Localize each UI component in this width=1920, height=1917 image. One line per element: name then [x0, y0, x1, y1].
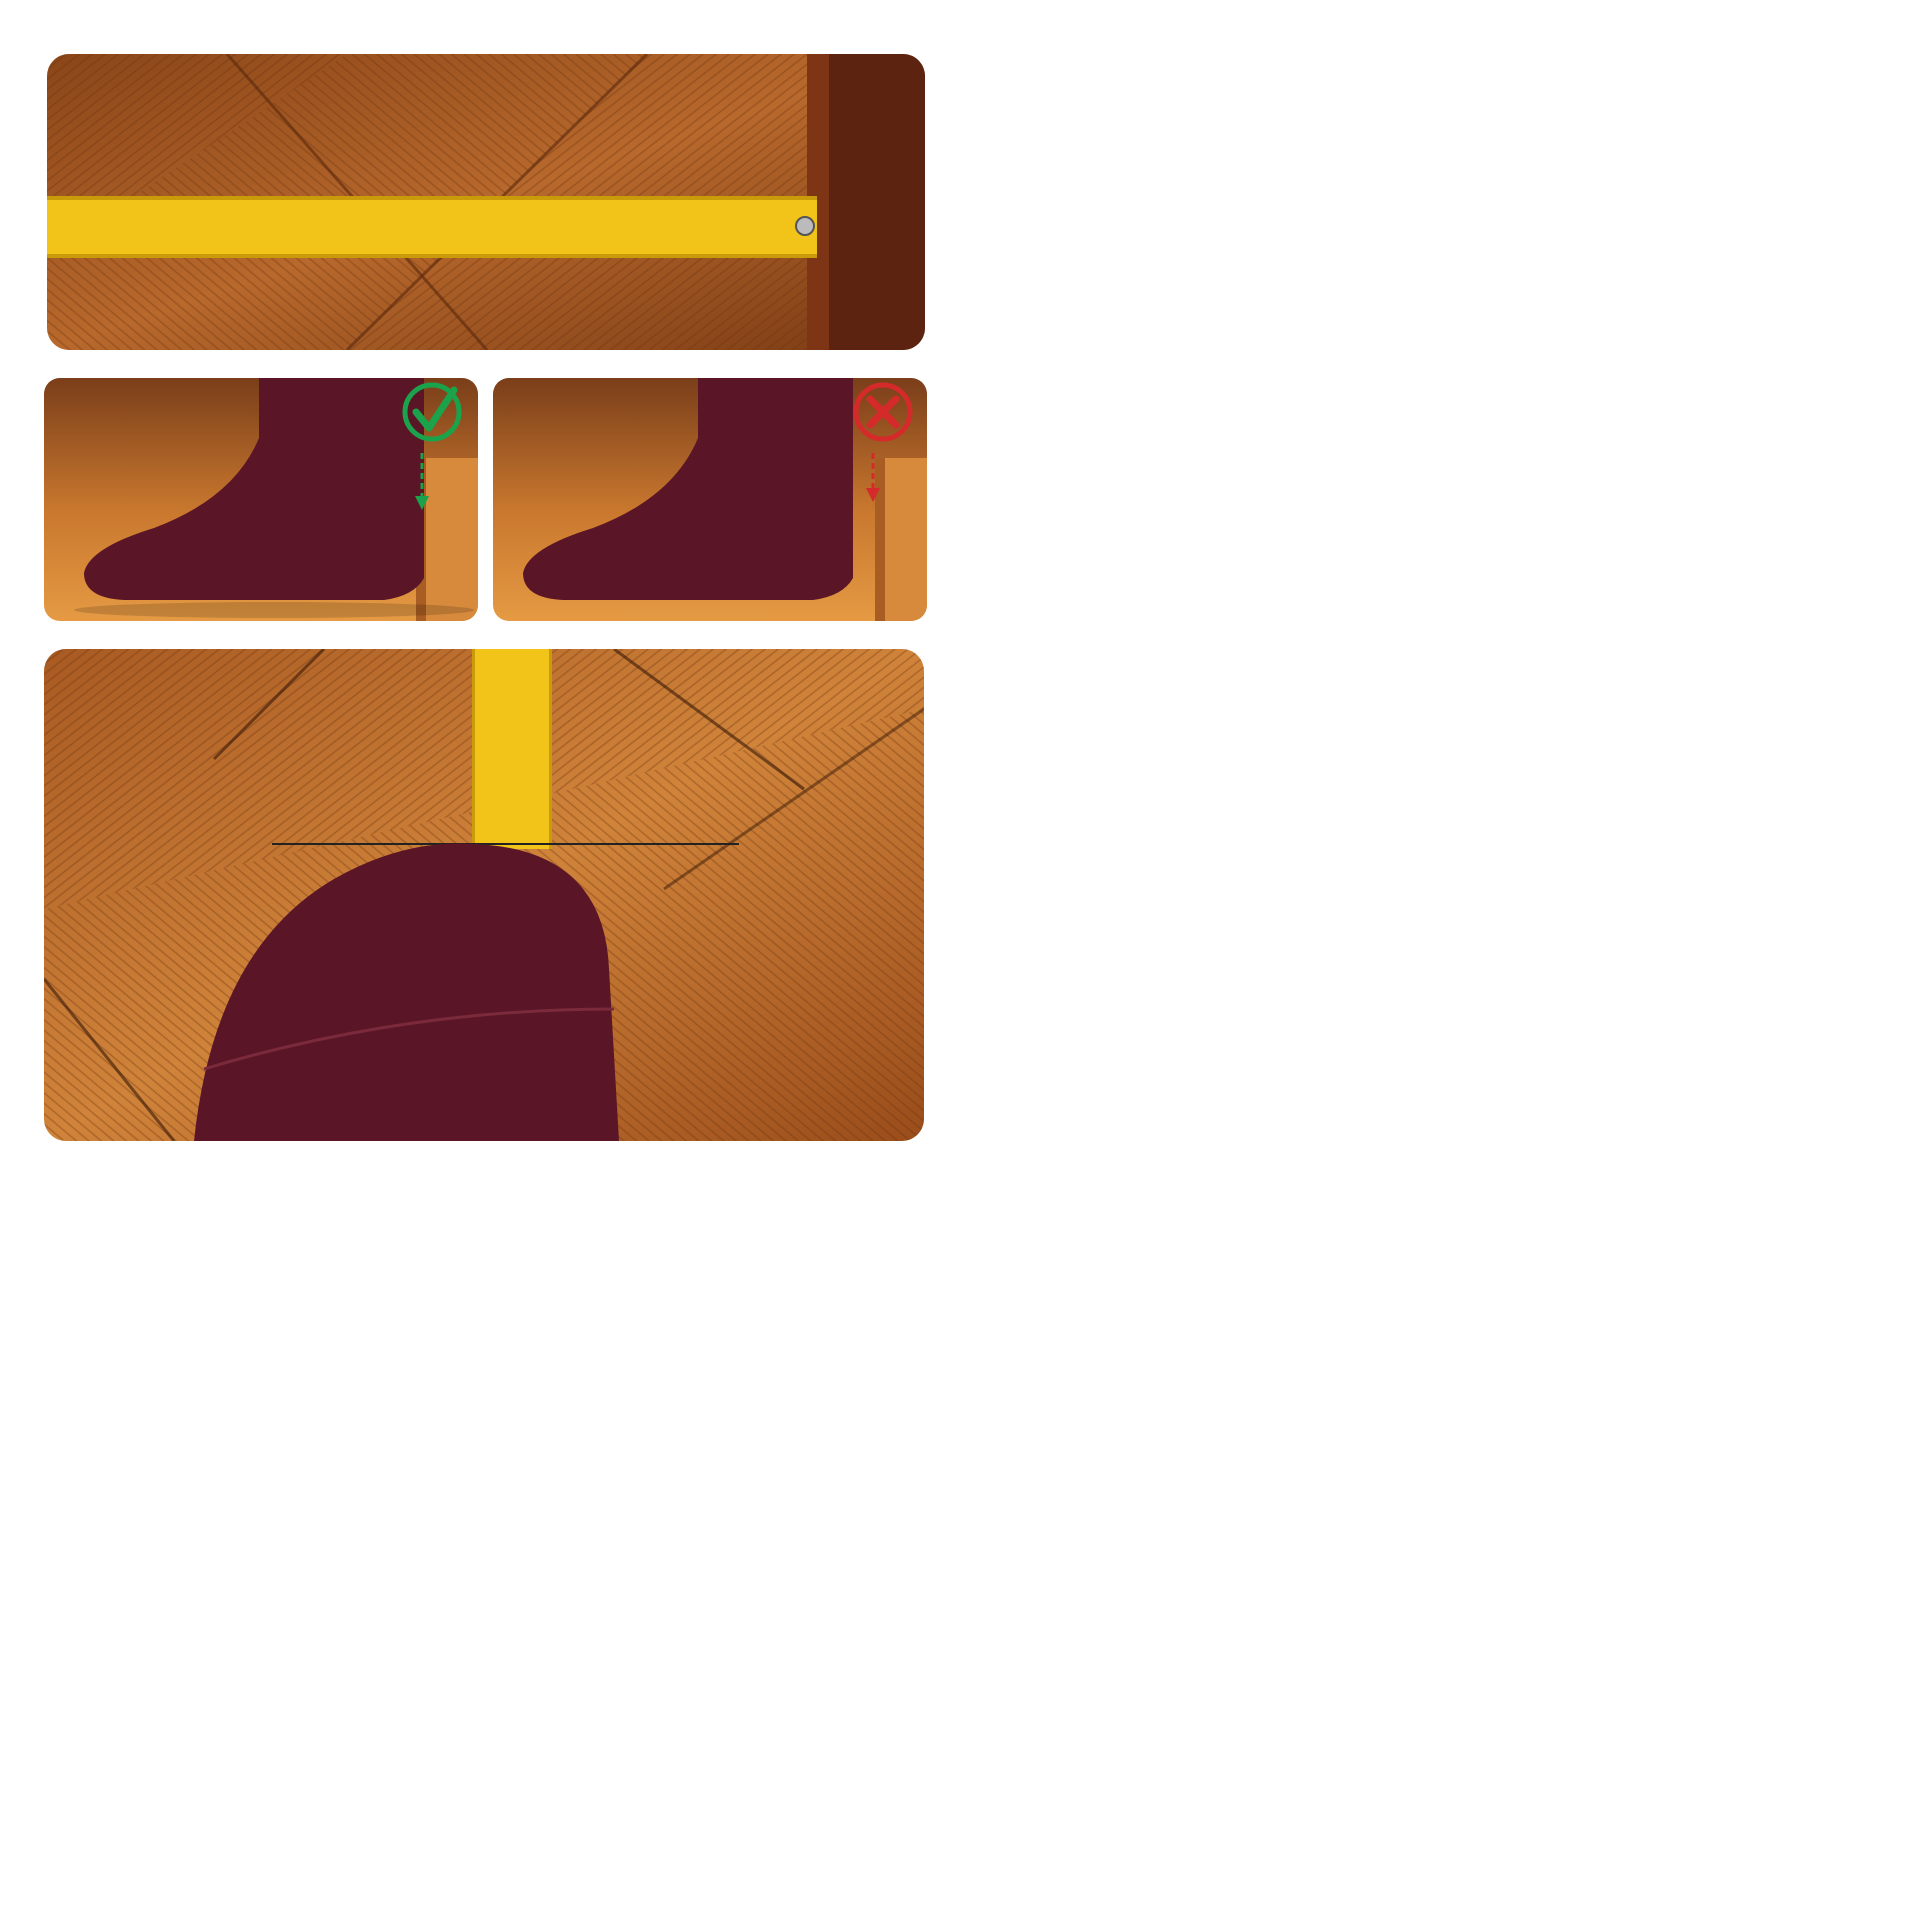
header-eu: [1322, 28, 1496, 88]
header-foot-length: [1496, 28, 1670, 88]
foot-length-reading-photo: [44, 649, 924, 1141]
header-uk: [1148, 28, 1322, 88]
heel-position-photos: [44, 378, 932, 621]
incorrect-heel-photo: [493, 378, 927, 621]
size-chart: [1148, 28, 1670, 88]
size-guide: [44, 28, 932, 1167]
size-chart-table: [1148, 28, 1670, 88]
tape-on-floor-photo: [47, 54, 925, 350]
correct-heel-photo: [44, 378, 478, 621]
size-chart-header: [1148, 28, 1670, 88]
